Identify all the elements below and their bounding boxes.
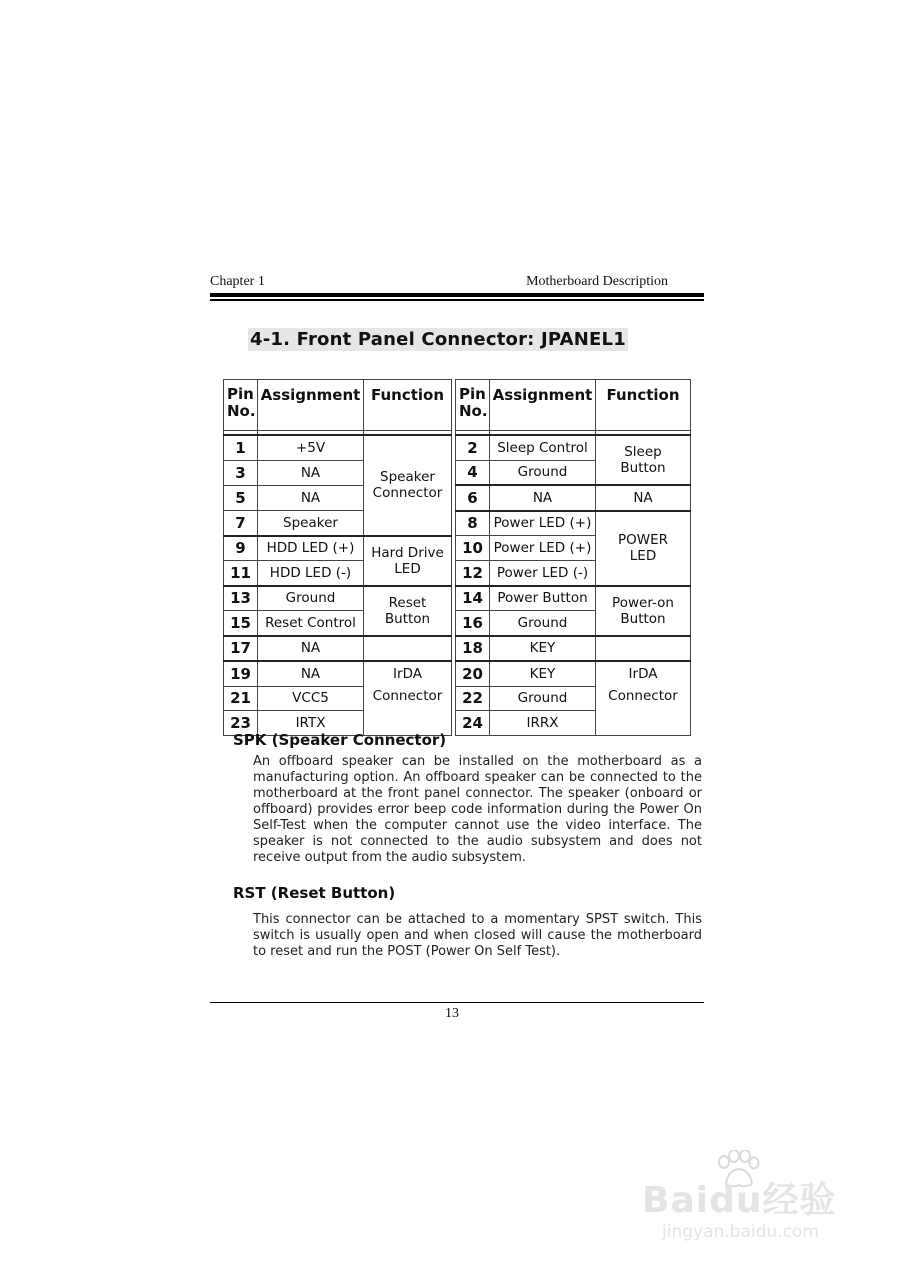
pin-assignment: NA	[490, 485, 596, 511]
table-row	[224, 661, 691, 686]
pin-number: 13	[224, 586, 258, 611]
pin-number: 1	[224, 435, 258, 460]
header-assignment: Assignment	[258, 380, 364, 431]
pin-assignment: HDD LED (-)	[258, 561, 364, 586]
pin-number: 12	[456, 561, 490, 586]
pin-number: 21	[224, 686, 258, 711]
pin-number: 8	[456, 511, 490, 536]
pin-number: 18	[456, 636, 490, 662]
header-pin-no-right: Pin No.	[456, 380, 490, 431]
pin-assignment: Ground	[490, 686, 596, 711]
running-header	[210, 274, 704, 294]
table-row	[224, 485, 691, 511]
pin-assignment: Sleep Control	[490, 435, 596, 460]
pin-number: 23	[224, 711, 258, 736]
pin-assignment: Power LED (+)	[490, 536, 596, 561]
pin-number: 20	[456, 661, 490, 686]
pin-number: 19	[224, 661, 258, 686]
table-row	[224, 586, 691, 611]
function-hard-drive-led: Hard Drive LED	[364, 536, 452, 586]
header-rule-thin	[210, 299, 704, 301]
pin-assignment: Speaker	[258, 511, 364, 536]
rst-heading: RST (Reset Button)	[233, 884, 396, 902]
function-speaker-connector: Speaker Connector	[364, 435, 452, 536]
pin-assignment: NA	[258, 636, 364, 662]
function-na: NA	[596, 485, 691, 511]
watermark-brand: Baidu经验	[642, 1180, 837, 1221]
header-function: Function	[364, 380, 452, 431]
pin-number: 6	[456, 485, 490, 511]
header-rule-thick	[210, 293, 704, 297]
pin-assignment: VCC5	[258, 686, 364, 711]
footer-rule	[210, 1002, 704, 1003]
pin-number: 10	[456, 536, 490, 561]
pin-number: 22	[456, 686, 490, 711]
function-power-on-button: Power-on Button	[596, 586, 691, 636]
function-empty	[364, 636, 452, 662]
pin-assignment: Ground	[490, 460, 596, 485]
pin-number: 3	[224, 460, 258, 485]
pin-assignment: Power Button	[490, 586, 596, 611]
table-header-row	[224, 380, 691, 431]
pin-number: 17	[224, 636, 258, 662]
pin-assignment: NA	[258, 460, 364, 485]
chapter-title: Motherboard Description	[526, 274, 668, 289]
pin-number: 11	[224, 561, 258, 586]
pin-assignment: +5V	[258, 435, 364, 460]
jpanel1-table	[223, 379, 691, 736]
pin-number: 9	[224, 536, 258, 561]
pin-number: 5	[224, 485, 258, 511]
header-assignment-right: Assignment	[490, 380, 596, 431]
function-irda-connector-right: IrDA Connector	[596, 661, 691, 735]
function-sleep-button: Sleep Button	[596, 435, 691, 485]
page-number: 13	[445, 1006, 459, 1021]
pin-assignment: Power LED (+)	[490, 511, 596, 536]
pin-number: 15	[224, 611, 258, 636]
table-row	[224, 435, 691, 460]
pin-number: 14	[456, 586, 490, 611]
table-row	[224, 511, 691, 536]
pin-assignment: KEY	[490, 636, 596, 662]
pin-number: 7	[224, 511, 258, 536]
pin-number: 16	[456, 611, 490, 636]
pin-assignment: Ground	[258, 586, 364, 611]
section-title: 4-1. Front Panel Connector: JPANEL1	[250, 329, 626, 350]
watermark-url: jingyan.baidu.com	[662, 1222, 819, 1242]
pin-assignment: HDD LED (+)	[258, 536, 364, 561]
chapter-label: Chapter 1	[210, 274, 265, 289]
table-row	[224, 636, 691, 662]
pin-assignment: NA	[258, 485, 364, 511]
function-reset-button: Reset Button	[364, 586, 452, 636]
pin-assignment: Ground	[490, 611, 596, 636]
pin-number: 24	[456, 711, 490, 736]
baidu-watermark	[642, 1150, 862, 1250]
pin-assignment: Reset Control	[258, 611, 364, 636]
pin-table	[223, 379, 690, 736]
function-power-led: POWER LED	[596, 511, 691, 586]
spk-heading: SPK (Speaker Connector)	[233, 731, 447, 749]
header-function-right: Function	[596, 380, 691, 431]
pin-assignment: IRRX	[490, 711, 596, 736]
pin-number: 2	[456, 435, 490, 460]
header-pin-no: Pin No.	[224, 380, 258, 431]
pin-assignment: KEY	[490, 661, 596, 686]
pin-assignment: Power LED (-)	[490, 561, 596, 586]
spk-paragraph: An offboard speaker can be installed on the motherboard as a manufacturing option. An offboard speaker can be connected to the motherboard at the front panel connector. The speaker (onboard or offboard) provides error beep code information during the Power On Self-Test when the computer cannot use the video interface. The speaker is not connected to the audio subsystem and does not receive output from the audio subsystem.	[253, 754, 702, 865]
function-irda-connector: IrDA Connector	[364, 661, 452, 735]
pin-number: 4	[456, 460, 490, 485]
rst-paragraph: This connector can be attached to a momentary SPST switch. This switch is usually open and when closed will cause the motherboard to reset and run the POST (Power On Self Test).	[253, 912, 702, 959]
function-empty	[596, 636, 691, 662]
pin-assignment: IRTX	[258, 711, 364, 736]
pin-assignment: NA	[258, 661, 364, 686]
